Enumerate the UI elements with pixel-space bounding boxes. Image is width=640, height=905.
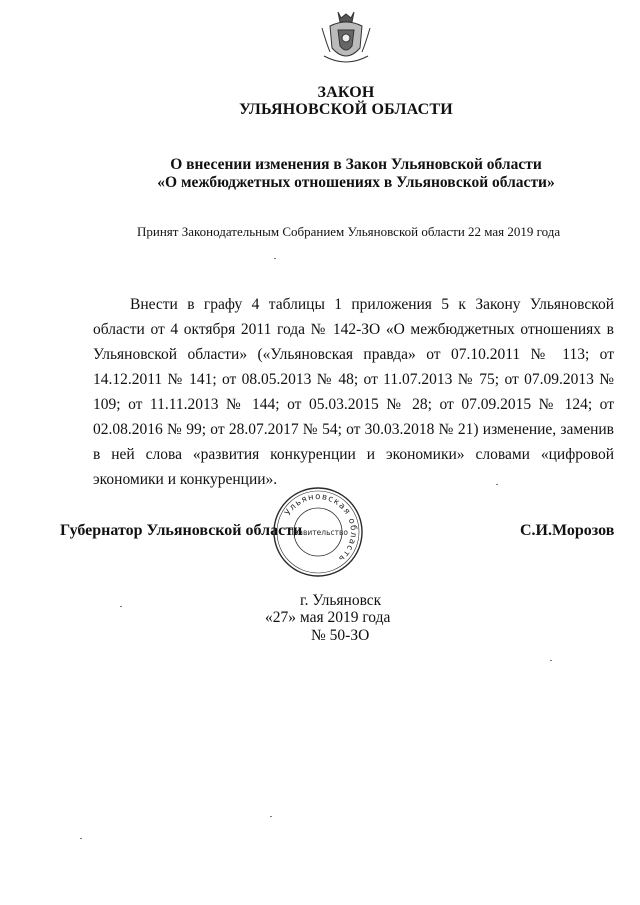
adoption-note: Принят Законодательным Собранием Ульяновской области 22 мая 2019 года xyxy=(137,224,561,239)
law-subject-line2: «О межбюджетных отношениях в Ульяновской области» xyxy=(157,174,555,191)
footer-city: г. Ульяновск xyxy=(300,592,382,609)
law-subject-line1: О внесении изменения в Закон Ульяновской области xyxy=(170,156,542,173)
scan-speck xyxy=(274,258,276,259)
scan-speck xyxy=(496,484,498,485)
scan-speck xyxy=(120,606,122,607)
law-body-paragraph: Внести в графу 4 таблицы 1 приложения 5 к Закону Ульяновской области от 4 октября 2011 года № 142-ЗО «О межбюджетных отношениях в Ульяновской области» («Ульяновская правда» от 07.10.2011 № 113; от 14.12.2011 № 141; от 08.05.2013 № 48; от 11.07.2013 № 75; от 07.09.2013 № 109; от 11.11.2013 № 144; от 05.03.2015 № 28; от 07.09.2015 № 124; от 02.08.2016 № 99; от 28.07.2017 № 54; от 30.03.2018 № 21) изменение, заменив в ней слова «развития конкуренции и экономики» словами «цифровой экономики и конкуренции». xyxy=(93,296,614,488)
law-region: УЛЬЯНОВСКОЙ ОБЛАСТИ xyxy=(239,101,453,118)
seal-center-text: Правительство xyxy=(288,528,348,537)
law-title: ЗАКОН xyxy=(317,84,375,101)
footer-date: «27» мая 2019 года xyxy=(265,609,391,626)
scan-speck xyxy=(550,660,552,661)
signatory-name: С.И.Морозов xyxy=(520,522,615,539)
scan-speck xyxy=(270,816,272,817)
coat-of-arms-icon xyxy=(318,8,374,70)
scan-speck xyxy=(80,838,82,839)
seal-ring-text: Ульяновская область xyxy=(283,491,359,565)
footer-law-number: № 50-ЗО xyxy=(311,627,370,644)
signatory-position: Губернатор Ульяновской области xyxy=(60,522,303,539)
